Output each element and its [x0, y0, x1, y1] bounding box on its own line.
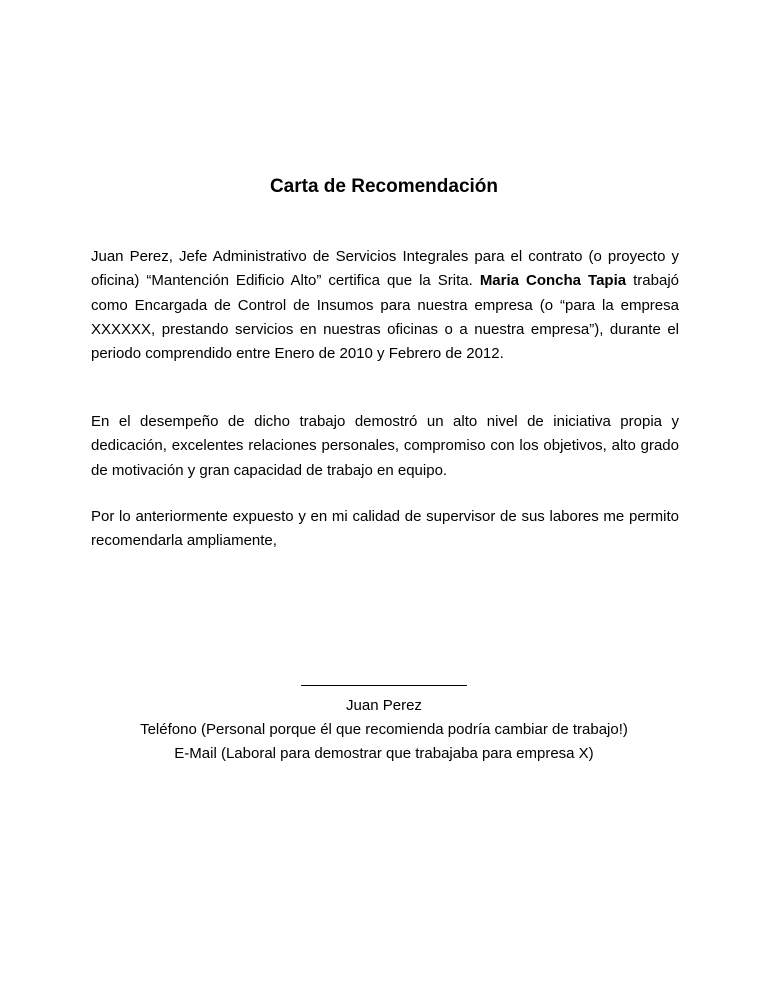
signer-phone: Teléfono (Personal porque él que recomienda podría cambiar de trabajo!) [140, 721, 628, 738]
signer-email: E-Mail (Laboral para demostrar que trabajaba para empresa X) [174, 745, 594, 762]
signature-line [301, 671, 467, 686]
signature-block [0, 670, 768, 766]
paragraph-certification-rest: trabajó como Encargada de Control de Insumos para nuestra empresa (o “para la empresa XXXXXX, prestando servicios en nuestras oficinas o a nuestra empresa”), durante el periodo comprendido entre Enero de 2010 y Febrero de 2012. [91, 272, 679, 363]
letter-title: Carta de Recomendación [269, 176, 499, 197]
paragraph-certification-intro: Juan Perez, Jefe Administrativo de Servicios Integrales para el contrato (o proyecto y oficina) “Mantención Edificio Alto” certifica que la Srita. [91, 248, 679, 290]
employee-name: Maria Concha Tapia [479, 272, 627, 290]
paragraph-recommendation: Por lo anteriormente expuesto y en mi calidad de supervisor de sus labores me permito recomendarla ampliamente, [91, 508, 679, 550]
paragraph-performance: En el desempeño de dicho trabajo demostró un alto nivel de iniciativa propia y dedicación, excelentes relaciones personales, compromiso con los objetivos, alto grado de motivación y gran capacidad de trabajo en equipo. [91, 413, 679, 479]
paragraph-certification [91, 245, 679, 366]
signer-name: Juan Perez [346, 697, 422, 714]
